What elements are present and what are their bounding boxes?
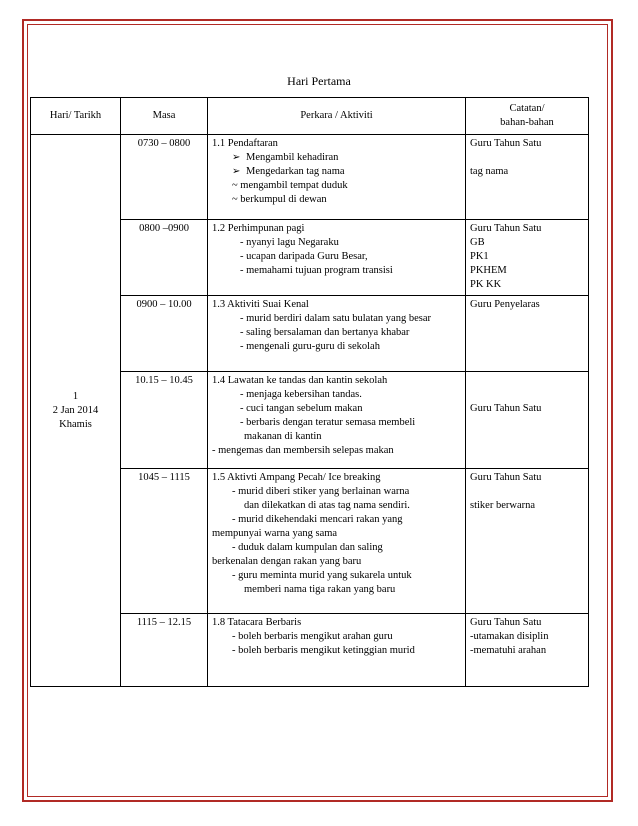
notes-line: tag nama [470, 166, 509, 177]
notes-line: Guru Tahun Satu [470, 617, 542, 628]
activity-line: - berbaris dengan teratur semasa membeli [240, 417, 416, 428]
activity-line: - cuci tangan sebelum makan [240, 403, 363, 414]
activity-line: 1.8 Tatacara Berbaris [212, 617, 302, 628]
activity-line: berkenalan dengan rakan yang baru [212, 556, 362, 567]
activity-line: 1.3 Aktiviti Suai Kenal [212, 299, 309, 310]
activity-line: - nyanyi lagu Negaraku [240, 237, 339, 248]
notes-cell [466, 135, 589, 220]
notes-line [470, 151, 584, 165]
notes-line: PK1 [470, 251, 489, 262]
activity-line: - murid dikehendaki mencari rakan yang [232, 514, 403, 525]
day-date: 2 Jan 2014 [52, 404, 99, 416]
activity-line: - boleh berbaris mengikut arahan guru [232, 631, 393, 642]
activity-line: - mengenali guru-guru di sekolah [240, 341, 380, 352]
activity-line: - boleh berbaris mengikut ketinggian murid [232, 645, 415, 656]
time-cell: 1045 – 1115 [121, 469, 208, 614]
notes-cell [466, 296, 589, 372]
activity-cell [208, 372, 466, 469]
notes-line: Guru Tahun Satu [470, 138, 542, 149]
header-notes [466, 98, 589, 135]
arrow-bullet-icon: ➢ [232, 166, 241, 177]
header-day: Hari/ Tarikh [31, 98, 121, 135]
activity-line-text: Mengambil kehadiran [246, 152, 339, 163]
activity-line: dan dilekatkan di atas tag nama sendiri. [244, 500, 410, 511]
activity-line: 1.1 Pendaftaran [212, 138, 278, 149]
activity-line: ~ berkumpul di dewan [232, 194, 327, 205]
notes-cell [466, 372, 589, 469]
activity-line: - murid berdiri dalam satu bulatan yang besar [240, 313, 431, 324]
activity-line: memberi nama tiga rakan yang baru [244, 584, 396, 595]
time-cell: 0800 –0900 [121, 220, 208, 296]
time-cell: 0730 – 0800 [121, 135, 208, 220]
day-cell [31, 135, 121, 687]
notes-line [470, 374, 584, 388]
notes-cell [466, 220, 589, 296]
notes-line: -mematuhi arahan [470, 645, 547, 656]
activity-line: - guru meminta murid yang sukarela untuk [232, 570, 412, 581]
page-title: Hari Pertama [287, 74, 351, 88]
activity-cell [208, 135, 466, 220]
activity-line [212, 165, 461, 179]
time-cell: 10.15 – 10.45 [121, 372, 208, 469]
activity-line: 1.4 Lawatan ke tandas dan kantin sekolah [212, 375, 388, 386]
table-row [31, 135, 589, 220]
notes-cell [466, 469, 589, 614]
arrow-bullet-icon: ➢ [232, 152, 241, 163]
activity-line: makanan di kantin [244, 431, 322, 442]
activity-cell [208, 296, 466, 372]
notes-line: Guru Tahun Satu [470, 403, 542, 414]
table-header-row [31, 98, 589, 135]
notes-line: PK KK [470, 279, 502, 290]
activity-line: - saling bersalaman dan bertanya khabar [240, 327, 410, 338]
activity-cell [208, 469, 466, 614]
header-notes-line1: Catatan/ [509, 103, 545, 114]
notes-line: PKHEM [470, 265, 507, 276]
notes-cell [466, 614, 589, 687]
activity-line: 1.5 Aktivti Ampang Pecah/ Ice breaking [212, 472, 381, 483]
notes-line: GB [470, 237, 485, 248]
notes-line: -utamakan disiplin [470, 631, 549, 642]
notes-line: stiker berwarna [470, 500, 536, 511]
activity-line: - murid diberi stiker yang berlainan warna [232, 486, 410, 497]
activity-line [212, 151, 461, 165]
activity-line: - menjaga kebersihan tandas. [240, 389, 362, 400]
activity-cell [208, 220, 466, 296]
notes-line [470, 388, 584, 402]
notes-line: Guru Tahun Satu [470, 472, 542, 483]
activity-line: 1.2 Perhimpunan pagi [212, 223, 305, 234]
header-time: Masa [121, 98, 208, 135]
activity-line: - ucapan daripada Guru Besar, [240, 251, 368, 262]
header-activity: Perkara / Aktiviti [208, 98, 466, 135]
activity-line: mempunyai warna yang sama [212, 528, 338, 539]
activity-line-text: Mengedarkan tag nama [246, 166, 345, 177]
notes-line [470, 485, 584, 499]
day-weekday: Khamis [59, 418, 92, 430]
time-cell: 1115 – 12.15 [121, 614, 208, 687]
header-notes-line2: bahan-bahan [500, 117, 554, 128]
notes-line: Guru Penyelaras [470, 299, 540, 310]
activity-line: - memahami tujuan program transisi [240, 265, 393, 276]
activity-line: - mengemas dan membersih selepas makan [212, 445, 394, 456]
day-number: 1 [72, 390, 79, 402]
activity-line: ~ mengambil tempat duduk [232, 180, 348, 191]
schedule-table [30, 97, 589, 687]
activity-cell [208, 614, 466, 687]
time-cell: 0900 – 10.00 [121, 296, 208, 372]
notes-line: Guru Tahun Satu [470, 223, 542, 234]
activity-line: - duduk dalam kumpulan dan saling [232, 542, 383, 553]
